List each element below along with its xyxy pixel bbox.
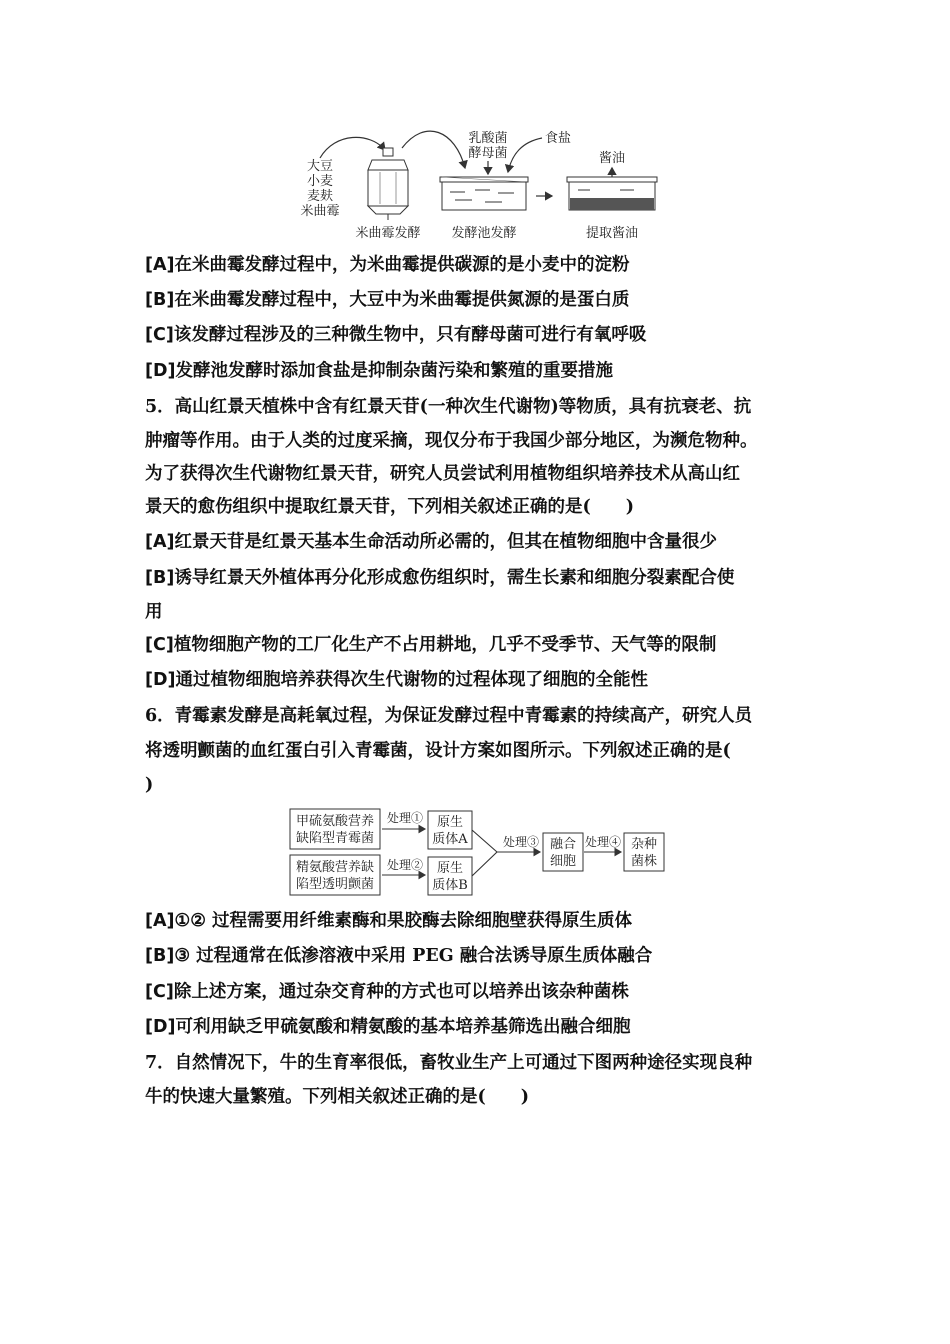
q5-stem-line: 为了获得次生代谢物红景天苷，研究人员尝试利用植物组织培养技术从高山红 (145, 464, 740, 484)
soy-sauce-process-figure (290, 120, 670, 245)
q6-option-d: [D]可利用缺乏甲硫氨酸和精氨酸的基本培养基筛选出融合细胞 (145, 1017, 631, 1037)
step-label: 处理④ (584, 835, 622, 849)
input-label: 米曲霉 (300, 204, 340, 219)
q4-option-a: [A]在米曲霉发酵过程中，为米曲霉提供碳源的是小麦中的淀粉 (145, 255, 630, 275)
q6-option-a: [A]①② 过程需要用纤维素酶和果胶酶去除细胞壁获得原生质体 (145, 911, 633, 931)
input-label: 小麦 (306, 174, 334, 189)
q6-stem-line: 6．青霉素发酵是高耗氧过程，为保证发酵过程中青霉素的持续高产，研究人员 (145, 706, 753, 726)
q7-stem-line: 牛的快速大量繁殖。下列相关叙述正确的是( ) (145, 1087, 530, 1107)
fermentation-pool-icon (440, 177, 528, 210)
product-label: 酱油 (598, 151, 626, 166)
stage-label: 发酵池发酵 (451, 226, 517, 241)
fused-cell-line: 融合 (549, 837, 577, 852)
q7-stem-line: 7．自然情况下，牛的生育率很低，畜牧业生产上可通过下图两种途径实现良种 (145, 1053, 753, 1073)
q4-option-b: [B]在米曲霉发酵过程中，大豆中为米曲霉提供氮源的是蛋白质 (145, 290, 630, 310)
protoplast-b-line: 原生 (436, 861, 464, 876)
strain-box-b-line: 陷型透明颤菌 (295, 877, 375, 892)
step-label: 处理③ (502, 835, 540, 849)
extraction-tank-icon (567, 177, 657, 210)
merge-lines (472, 830, 497, 876)
strain-box-a-line: 缺陷型青霉菌 (295, 831, 375, 846)
q6-stem-line: 将透明颤菌的血红蛋白引入青霉菌，设计方案如图所示。下列叙述正确的是( (145, 741, 731, 761)
q5-option-b-cont: 用 (145, 602, 163, 622)
protoplast-a-line: 原生 (436, 815, 464, 830)
arrow (508, 138, 542, 172)
input-label: 大豆 (306, 159, 334, 174)
q5-option-b: [B]诱导红景天外植体再分化形成愈伤组织时，需生长素和细胞分裂素配合使 (145, 568, 735, 588)
q5-option-d: [D]通过植物细胞培养获得次生代谢物的过程体现了细胞的全能性 (145, 670, 649, 690)
step-label: 处理② (386, 858, 424, 872)
hybrid-strain-line: 菌株 (630, 854, 658, 869)
q6-option-b: [B]③ 过程通常在低渗溶液中采用 PEG 融合法诱导原生质体融合 (145, 946, 653, 966)
arrow (320, 137, 385, 158)
stage-label: 提取酱油 (585, 226, 639, 241)
microbe-label: 乳酸菌 (468, 131, 508, 146)
q5-option-a: [A]红景天苷是红景天基本生命活动所必需的，但其在植物细胞中含量很少 (145, 532, 718, 552)
step-label: 处理① (386, 811, 424, 825)
arrow (402, 131, 465, 168)
q6-stem-line: ) (145, 775, 154, 795)
hybrid-strain-line: 杂种 (630, 837, 658, 852)
q5-stem-line: 5．高山红景天植株中含有红景天苷(一种次生代谢物)等物质，具有抗衰老、抗 (145, 397, 752, 417)
input-label: 麦麸 (306, 189, 334, 204)
protoplast-a-line: 质体A (432, 832, 468, 847)
protoplast-fusion-diagram (285, 805, 675, 900)
q5-stem-line: 肿瘤等作用。由于人类的过度采摘，现仅分布于我国少部分地区，为濒危物种。 (145, 431, 758, 451)
q4-option-d: [D]发酵池发酵时添加食盐是抑制杂菌污染和繁殖的重要措施 (145, 361, 614, 381)
stage-label: 米曲霉发酵 (355, 226, 421, 241)
fermenter-icon (368, 148, 408, 220)
salt-label: 食盐 (544, 131, 572, 146)
q5-option-c: [C]植物细胞产物的工厂化生产不占用耕地，几乎不受季节、天气等的限制 (145, 635, 717, 655)
strain-box-b-line: 精氨酸营养缺 (295, 860, 375, 875)
protoplast-b-line: 质体B (432, 878, 468, 893)
fused-cell-line: 细胞 (549, 854, 577, 869)
microbe-label: 酵母菌 (468, 146, 508, 161)
q4-option-c: [C]该发酵过程涉及的三种微生物中，只有酵母菌可进行有氧呼吸 (145, 325, 647, 345)
q6-option-c: [C]除上述方案，通过杂交育种的方式也可以培养出该杂种菌株 (145, 982, 629, 1002)
strain-box-a-line: 甲硫氨酸营养 (295, 814, 375, 829)
q5-stem-line: 景天的愈伤组织中提取红景天苷，下列相关叙述正确的是( ) (145, 497, 635, 517)
